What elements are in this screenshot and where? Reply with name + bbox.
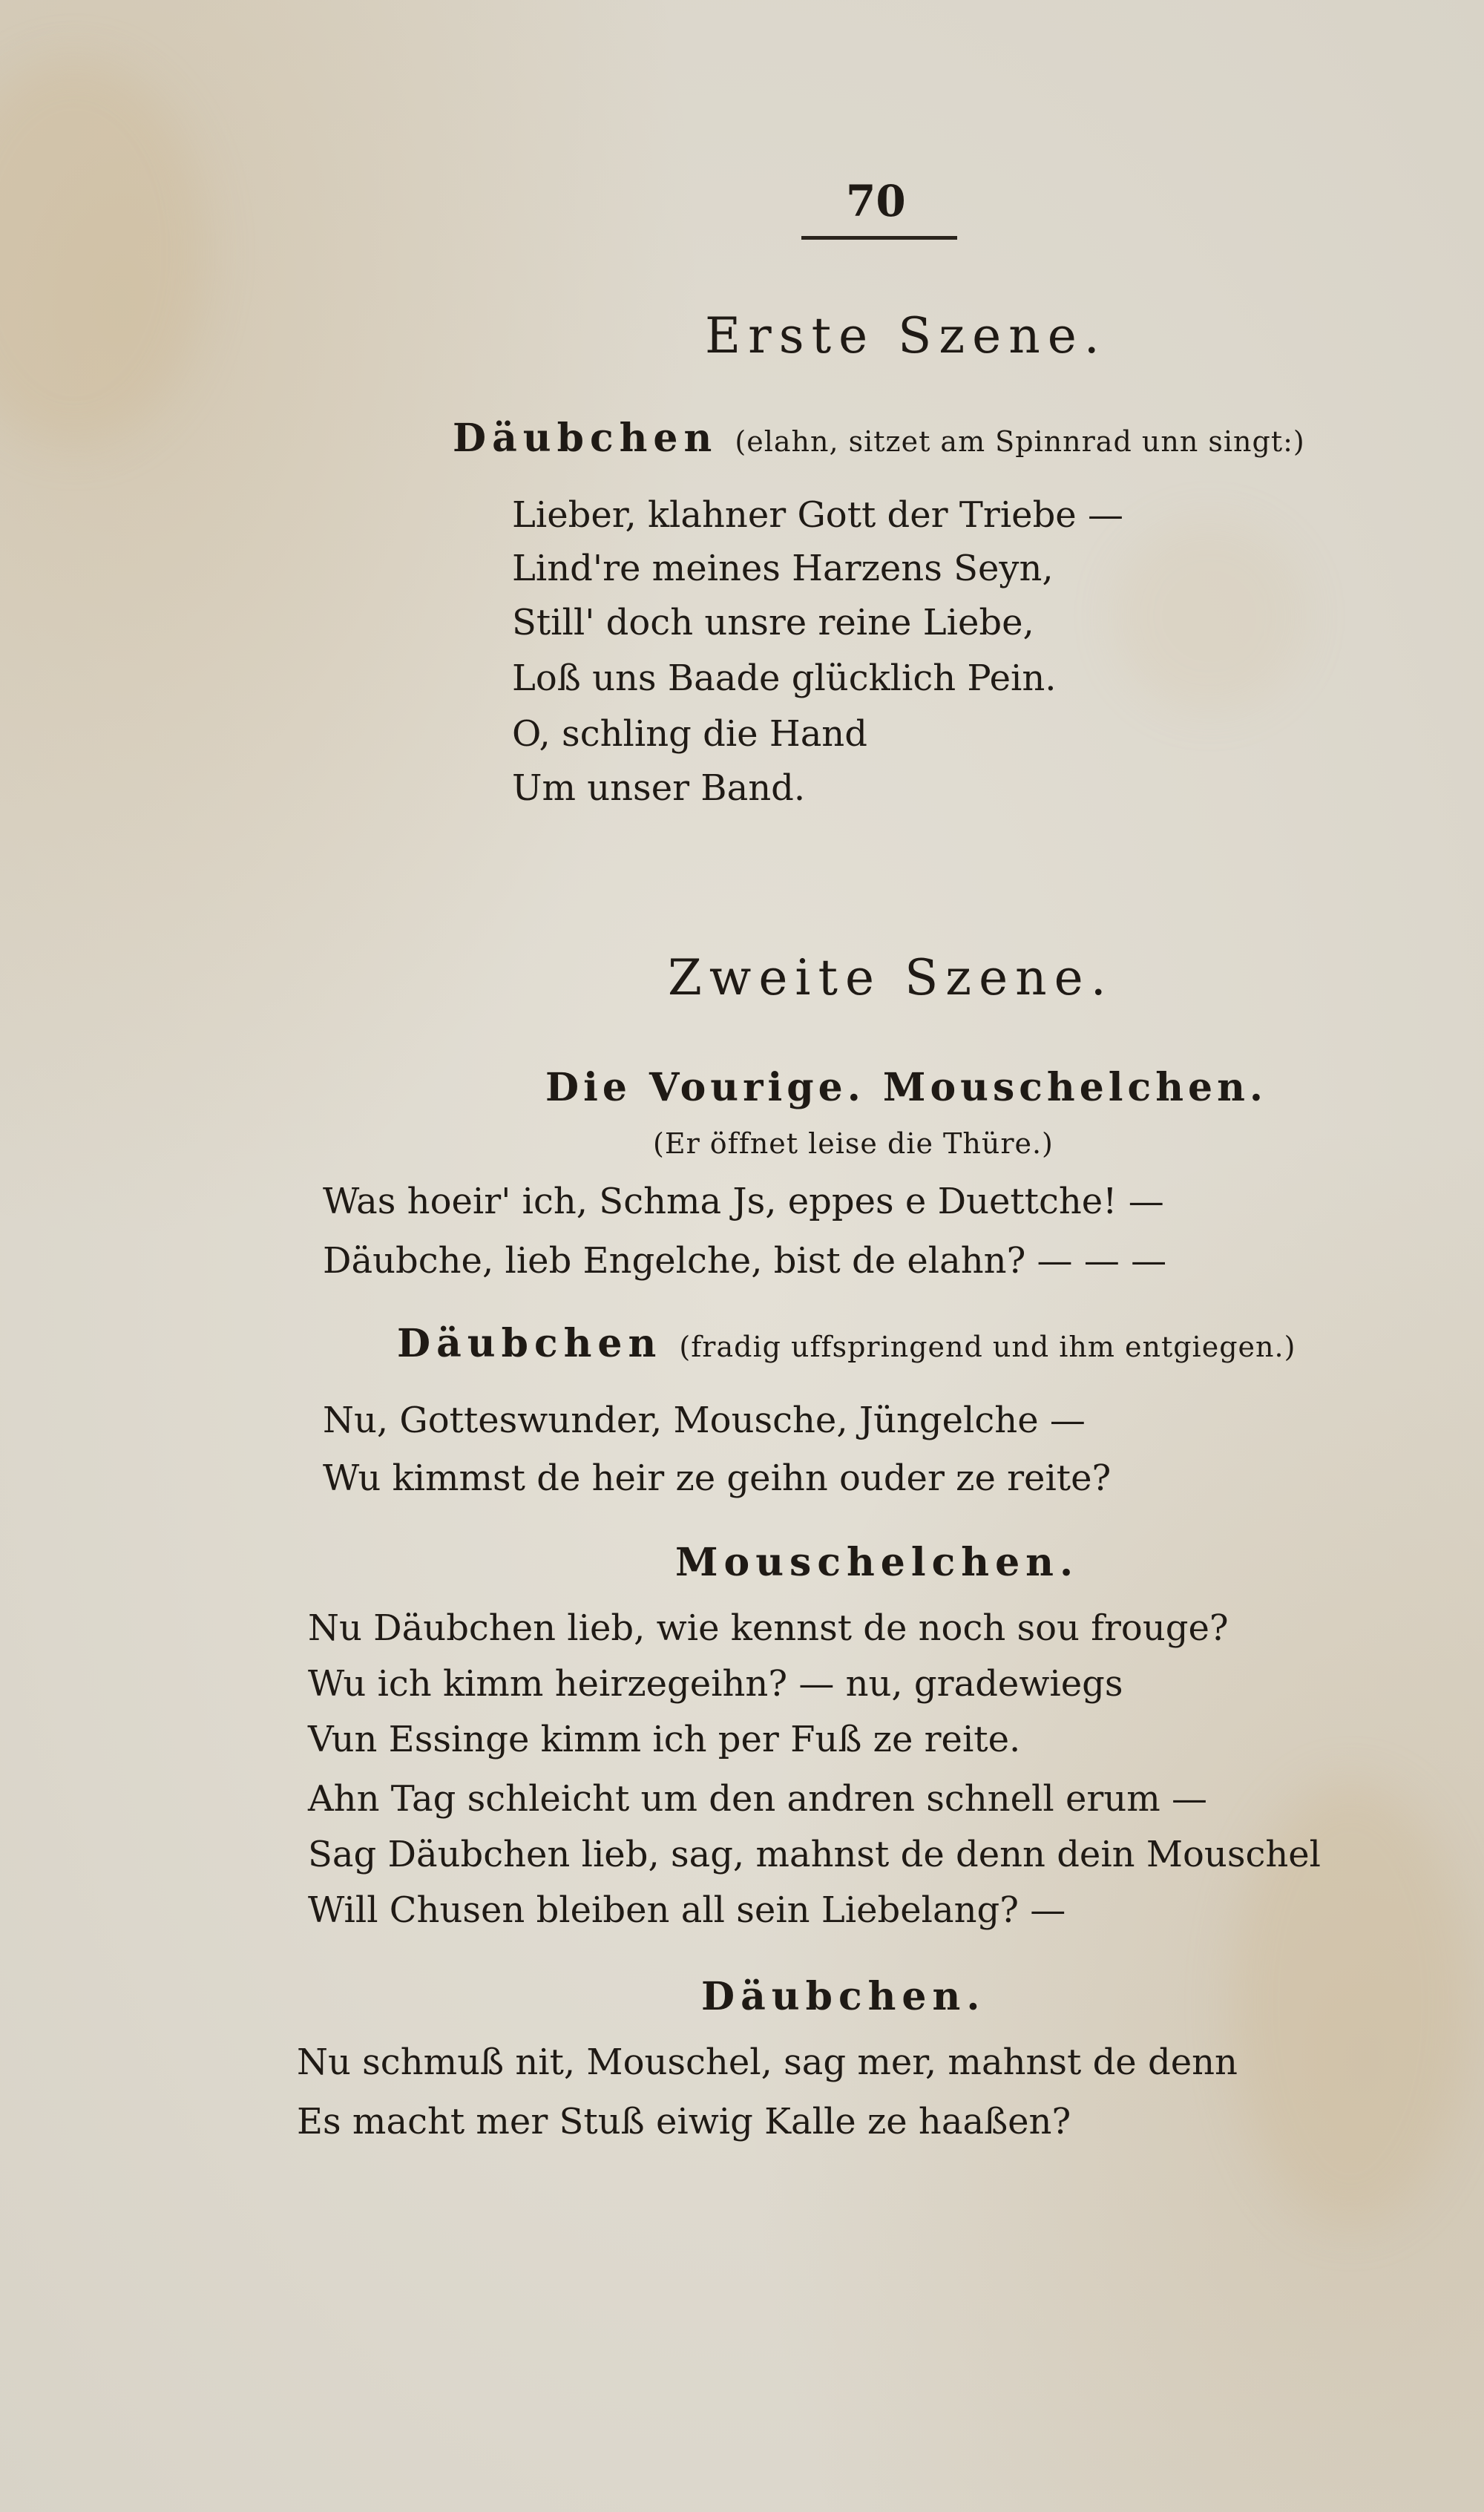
speaker-name: Däubchen. xyxy=(701,1974,986,2019)
scene-2-title: Zweite Szene. xyxy=(668,949,1114,1006)
speaker-name: Mouschelchen. xyxy=(675,1540,1080,1585)
page-number: 70 xyxy=(846,176,906,226)
scene-1-speaker-line xyxy=(453,416,1305,461)
verse-line: Wu kimmst de heir ze geihn ouder ze reite? xyxy=(323,1457,1112,1499)
scene-1-title: Erste Szene. xyxy=(705,307,1107,364)
stage-direction: (elahn, sitzet am Spinnrad unn singt:) xyxy=(735,425,1305,458)
verse-line: Loß uns Baade glücklich Pein. xyxy=(512,657,1057,699)
stage-direction: (fradig uffspringend und ihm entgiegen.) xyxy=(679,1331,1296,1363)
verse-line: Vun Essinge kimm ich per Fuß ze reite. xyxy=(308,1719,1021,1760)
scene-2-speaker-line-b xyxy=(397,1321,1296,1366)
verse-line: Nu Däubchen lieb, wie kennst de noch sou frouge? xyxy=(308,1607,1229,1649)
verse-line: Nu schmuß nit, Mouschel, sag mer, mahnst de denn xyxy=(297,2042,1238,2083)
page-number-rule xyxy=(801,236,957,240)
verse-line: Was hoeir' ich, Schma Js, eppes e Duettche! — xyxy=(323,1181,1164,1222)
paper-stain xyxy=(0,59,208,445)
verse-line: Wu ich kimm heirzegeihn? — nu, gradewiegs xyxy=(308,1663,1123,1705)
verse-line: Still' doch unsre reine Liebe, xyxy=(512,602,1034,643)
verse-line: Sag Däubchen lieb, sag, mahnst de denn dein Mouschel xyxy=(308,1834,1321,1875)
verse-line: Lind're meines Harzens Seyn, xyxy=(512,548,1054,589)
cast-list: Die Vourige. Mouschelchen. xyxy=(545,1065,1267,1110)
verse-line: O, schling die Hand xyxy=(512,713,867,755)
verse-line: Nu, Gotteswunder, Mousche, Jüngelche — xyxy=(323,1400,1086,1441)
speaker-name: Däubchen xyxy=(453,416,718,461)
speaker-name: Däubchen xyxy=(397,1321,663,1366)
paper-stain xyxy=(1113,519,1306,712)
verse-line: Um unser Band. xyxy=(512,767,806,809)
verse-line: Däubche, lieb Engelche, bist de elahn? — — — xyxy=(323,1240,1167,1282)
stage-direction: (Er öffnet leise die Thüre.) xyxy=(653,1127,1054,1160)
verse-line: Will Chusen bleiben all sein Liebelang? — xyxy=(308,1889,1066,1931)
verse-line: Lieber, klahner Gott der Triebe — xyxy=(512,494,1123,536)
verse-line: Ahn Tag schleicht um den andren schnell erum — xyxy=(308,1778,1208,1820)
verse-line: Es macht mer Stuß eiwig Kalle ze haaßen? xyxy=(297,2101,1071,2142)
